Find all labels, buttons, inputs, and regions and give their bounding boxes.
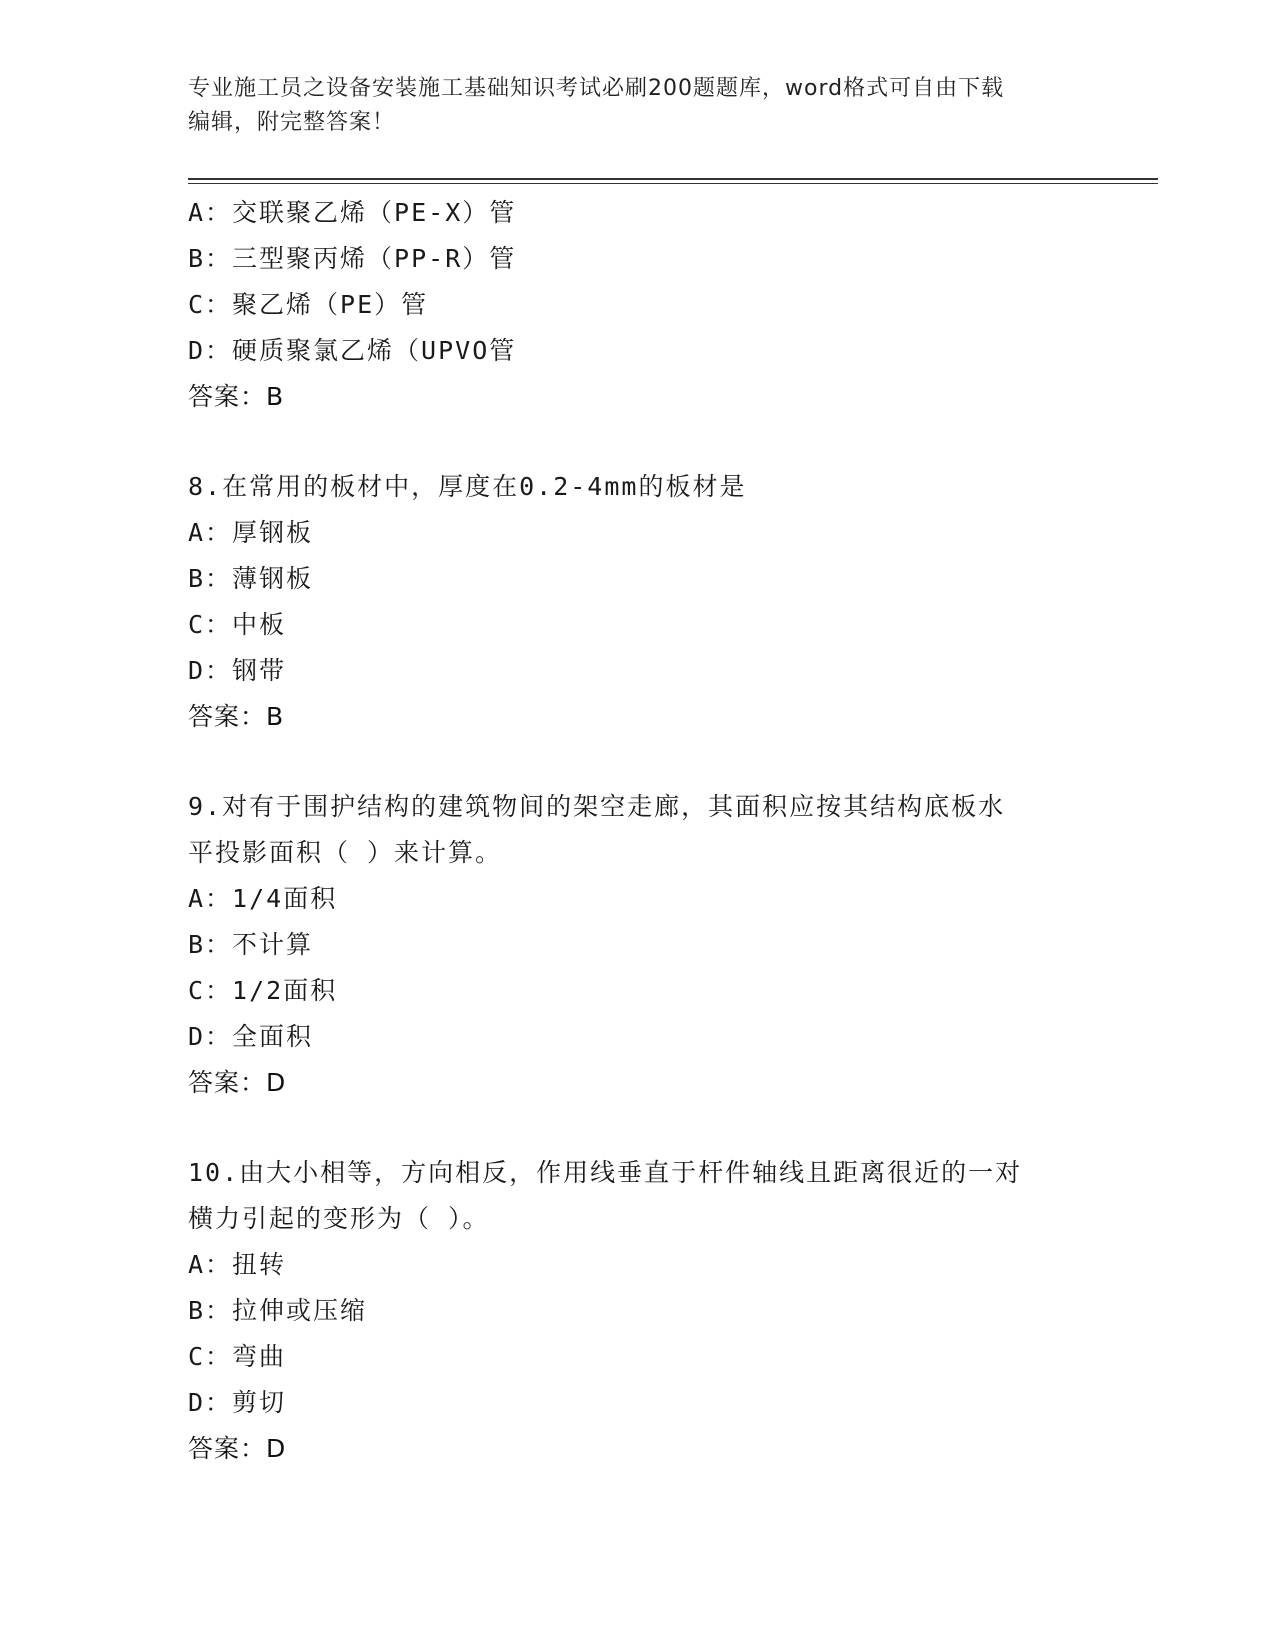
option-b: B：三型聚丙烯（PP-R）管 — [188, 244, 517, 273]
option-d: D：硬质聚氯乙烯（UPVO管 — [188, 336, 517, 365]
page-header — [188, 72, 1088, 140]
option-a: A：1/4面积 — [188, 884, 338, 913]
option-b: B：拉伸或压缩 — [188, 1296, 368, 1325]
option-b: B：薄钢板 — [188, 564, 314, 593]
question-stem-line-2: 横力引起的变形为（ ）。 — [188, 1204, 490, 1233]
option-c: C：聚乙烯（PE）管 — [188, 290, 429, 319]
question-10 — [188, 1150, 1088, 1472]
question-list — [188, 190, 1088, 1472]
option-c: C：1/2面积 — [188, 976, 338, 1005]
option-d: D：钢带 — [188, 656, 287, 685]
question-stem: 8.在常用的板材中，厚度在0.2-4mm的板材是 — [188, 472, 747, 501]
question-stem-line-1: 10.由大小相等，方向相反，作用线垂直于杆件轴线且距离很近的一对 — [188, 1158, 1023, 1187]
answer: 答案：D — [188, 1068, 287, 1097]
answer: 答案：B — [188, 382, 285, 411]
answer: 答案：B — [188, 702, 285, 731]
option-d: D：剪切 — [188, 1388, 287, 1417]
question-8 — [188, 464, 1088, 740]
question-9 — [188, 784, 1088, 1106]
option-a: A：厚钢板 — [188, 518, 314, 547]
question-7 — [188, 190, 1088, 420]
option-d: D：全面积 — [188, 1022, 314, 1051]
option-c: C：弯曲 — [188, 1342, 287, 1371]
question-stem-line-2: 平投影面积（ ）来计算。 — [188, 838, 503, 867]
header-title-line-1: 专业施工员之设备安装施工基础知识考试必刷200题题库，word格式可自由下载 — [188, 76, 1005, 101]
option-b: B：不计算 — [188, 930, 314, 959]
option-a: A：扭转 — [188, 1250, 287, 1279]
question-stem-line-1: 9.对有于围护结构的建筑物间的架空走廊，其面积应按其结构底板水 — [188, 792, 1006, 821]
option-c: C：中板 — [188, 610, 287, 639]
header-divider — [188, 178, 1158, 184]
answer: 答案：D — [188, 1434, 287, 1463]
option-a: A：交联聚乙烯（PE-X）管 — [188, 198, 517, 227]
header-title-line-2: 编辑，附完整答案！ — [188, 110, 396, 135]
